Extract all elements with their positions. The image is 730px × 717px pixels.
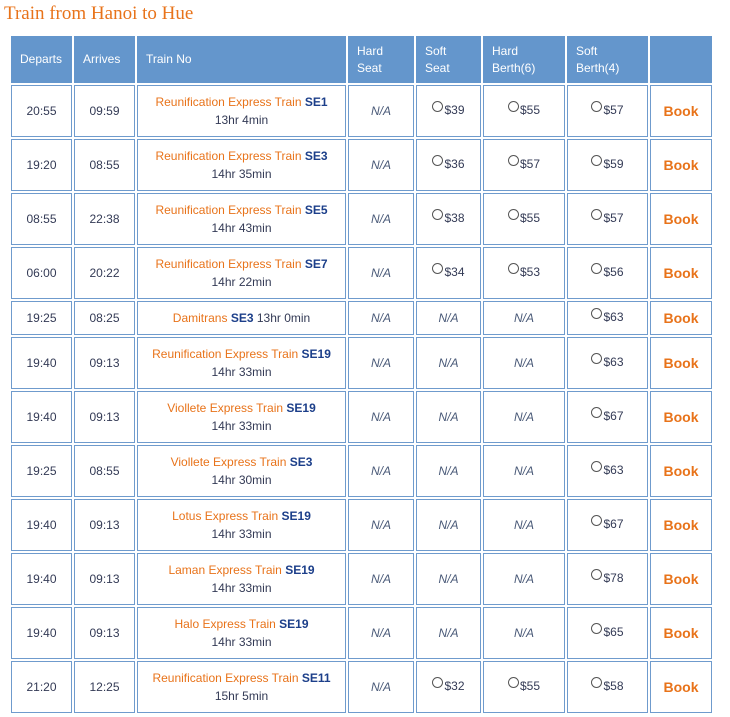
fare-price: $55 bbox=[519, 679, 541, 694]
hard-berth-cell bbox=[483, 337, 565, 389]
table-header-row bbox=[11, 36, 718, 83]
train-name: Reunification Express Train bbox=[152, 347, 299, 361]
fare-price: $78 bbox=[603, 571, 624, 586]
radio-button[interactable] bbox=[591, 308, 602, 319]
radio-button[interactable] bbox=[508, 209, 519, 220]
fare-price: $55 bbox=[519, 103, 541, 118]
soft-seat-option[interactable] bbox=[432, 263, 464, 281]
header-hard-berth: Hard Berth(6) bbox=[483, 36, 565, 83]
train-duration: 14hr 30min bbox=[211, 473, 272, 487]
fare-price: $63 bbox=[603, 310, 624, 325]
train-name: Laman Express Train bbox=[168, 563, 282, 577]
hard-seat-cell bbox=[348, 193, 414, 245]
hard-seat-cell bbox=[348, 247, 414, 299]
arrives-cell: 12:25 bbox=[74, 661, 135, 713]
soft-seat-cell bbox=[416, 607, 481, 659]
na-label: N/A bbox=[370, 104, 391, 118]
book-button[interactable]: Book bbox=[663, 516, 699, 533]
train-number: SE19 bbox=[281, 509, 311, 523]
soft-berth-option[interactable] bbox=[591, 677, 623, 695]
arrives-cell: 09:13 bbox=[74, 553, 135, 605]
radio-button[interactable] bbox=[591, 461, 602, 472]
book-button[interactable]: Book bbox=[663, 264, 699, 281]
na-label: N/A bbox=[370, 266, 391, 280]
soft-seat-cell bbox=[416, 85, 481, 137]
departs-cell: 19:40 bbox=[11, 391, 72, 443]
soft-berth-option[interactable] bbox=[591, 155, 623, 173]
train-name: Reunification Express Train bbox=[155, 203, 302, 217]
soft-seat-cell bbox=[416, 247, 481, 299]
radio-button[interactable] bbox=[508, 155, 519, 166]
train-name: Viollete Express Train bbox=[170, 455, 287, 469]
fare-price: $32 bbox=[444, 679, 465, 694]
departs-cell: 19:40 bbox=[11, 337, 72, 389]
hard-berth-cell bbox=[483, 499, 565, 551]
book-button[interactable]: Book bbox=[663, 102, 699, 119]
soft-berth-cell bbox=[567, 337, 648, 389]
fare-price: $34 bbox=[444, 265, 465, 280]
arrives-cell: 08:55 bbox=[74, 139, 135, 191]
departs-cell: 19:25 bbox=[11, 445, 72, 497]
hard-seat-cell bbox=[348, 445, 414, 497]
departs-cell: 19:40 bbox=[11, 607, 72, 659]
table-row bbox=[11, 193, 718, 245]
radio-button[interactable] bbox=[591, 515, 602, 526]
na-label: N/A bbox=[513, 356, 534, 370]
soft-berth-cell bbox=[567, 139, 648, 191]
book-button[interactable]: Book bbox=[663, 309, 699, 326]
train-name: Reunification Express Train bbox=[155, 149, 302, 163]
soft-berth-option[interactable] bbox=[591, 461, 623, 479]
train-duration: 14hr 33min bbox=[211, 527, 272, 541]
soft-seat-cell bbox=[416, 391, 481, 443]
hard-berth-cell bbox=[483, 661, 565, 713]
radio-button[interactable] bbox=[591, 623, 602, 634]
hard-berth-cell bbox=[483, 553, 565, 605]
soft-berth-option[interactable] bbox=[591, 353, 623, 371]
hard-berth-cell bbox=[483, 193, 565, 245]
soft-berth-cell bbox=[567, 391, 648, 443]
na-label: N/A bbox=[370, 311, 391, 325]
radio-button[interactable] bbox=[591, 353, 602, 364]
train-number: SE7 bbox=[304, 257, 328, 271]
hard-seat-cell bbox=[348, 391, 414, 443]
header-hard-seat: Hard Seat bbox=[348, 36, 414, 83]
soft-berth-cell bbox=[567, 85, 648, 137]
book-button[interactable]: Book bbox=[663, 570, 699, 587]
book-cell bbox=[650, 391, 712, 443]
hard-berth-option[interactable] bbox=[508, 263, 540, 281]
radio-button[interactable] bbox=[591, 569, 602, 580]
book-cell bbox=[650, 85, 712, 137]
arrives-cell: 20:22 bbox=[74, 247, 135, 299]
hard-berth-cell bbox=[483, 85, 565, 137]
hard-berth-cell bbox=[483, 247, 565, 299]
arrives-cell: 09:13 bbox=[74, 337, 135, 389]
na-label: N/A bbox=[370, 158, 391, 172]
na-label: N/A bbox=[513, 311, 534, 325]
header-train-no: Train No bbox=[137, 36, 346, 83]
departs-cell: 19:20 bbox=[11, 139, 72, 191]
fare-price: $39 bbox=[444, 103, 465, 118]
book-cell bbox=[650, 193, 712, 245]
train-duration: 14hr 22min bbox=[211, 275, 272, 289]
radio-button[interactable] bbox=[591, 407, 602, 418]
train-number: SE19 bbox=[279, 617, 309, 631]
radio-button[interactable] bbox=[591, 677, 602, 688]
fare-price: $57 bbox=[603, 211, 624, 226]
na-label: N/A bbox=[438, 518, 459, 532]
fare-price: $53 bbox=[519, 265, 541, 280]
train-name: Damitrans bbox=[172, 311, 228, 325]
train-name: Reunification Express Train bbox=[155, 257, 302, 271]
train-duration: 14hr 33min bbox=[211, 635, 272, 649]
book-button[interactable]: Book bbox=[663, 408, 699, 425]
departs-cell: 21:20 bbox=[11, 661, 72, 713]
hard-seat-cell bbox=[348, 661, 414, 713]
soft-seat-cell bbox=[416, 337, 481, 389]
train-info-cell bbox=[137, 607, 346, 659]
na-label: N/A bbox=[438, 464, 459, 478]
train-name: Viollete Express Train bbox=[167, 401, 284, 415]
soft-seat-cell bbox=[416, 661, 481, 713]
train-number: SE1 bbox=[304, 95, 328, 109]
book-button[interactable]: Book bbox=[663, 678, 699, 695]
book-cell bbox=[650, 445, 712, 497]
soft-seat-option[interactable] bbox=[432, 677, 464, 695]
book-button[interactable]: Book bbox=[663, 624, 699, 641]
book-cell bbox=[650, 337, 712, 389]
fare-price: $65 bbox=[603, 625, 624, 640]
book-cell bbox=[650, 139, 712, 191]
table-body bbox=[11, 85, 718, 713]
train-duration: 13hr 0min bbox=[256, 311, 311, 325]
train-name: Lotus Express Train bbox=[172, 509, 279, 523]
book-cell bbox=[650, 301, 712, 335]
na-label: N/A bbox=[370, 410, 391, 424]
table-row bbox=[11, 499, 718, 551]
train-number: SE19 bbox=[285, 563, 315, 577]
table-row bbox=[11, 247, 718, 299]
soft-berth-cell bbox=[567, 607, 648, 659]
table-row bbox=[11, 85, 718, 137]
na-label: N/A bbox=[370, 626, 391, 640]
radio-button[interactable] bbox=[432, 209, 443, 220]
soft-seat-cell bbox=[416, 301, 481, 335]
soft-berth-cell bbox=[567, 661, 648, 713]
fare-price: $63 bbox=[603, 463, 624, 478]
book-cell bbox=[650, 499, 712, 551]
book-cell bbox=[650, 553, 712, 605]
soft-berth-option[interactable] bbox=[591, 308, 623, 326]
train-number: SE19 bbox=[286, 401, 316, 415]
na-label: N/A bbox=[370, 680, 391, 694]
soft-berth-cell bbox=[567, 499, 648, 551]
table-row bbox=[11, 553, 718, 605]
na-label: N/A bbox=[370, 518, 391, 532]
arrives-cell: 09:13 bbox=[74, 499, 135, 551]
train-number: SE5 bbox=[304, 203, 328, 217]
page-title: Train from Hanoi to Hue bbox=[4, 3, 194, 24]
arrives-cell: 08:25 bbox=[74, 301, 135, 335]
radio-button[interactable] bbox=[591, 209, 602, 220]
train-number: SE19 bbox=[301, 347, 331, 361]
soft-seat-option[interactable] bbox=[432, 101, 464, 119]
train-duration: 15hr 5min bbox=[214, 689, 269, 703]
hard-berth-option[interactable] bbox=[508, 101, 540, 119]
hard-seat-cell bbox=[348, 607, 414, 659]
train-duration: 14hr 33min bbox=[211, 419, 272, 433]
train-info-cell bbox=[137, 391, 346, 443]
soft-berth-option[interactable] bbox=[591, 101, 623, 119]
fare-price: $38 bbox=[444, 211, 465, 226]
fare-price: $57 bbox=[603, 103, 624, 118]
soft-berth-cell bbox=[567, 553, 648, 605]
fare-price: $55 bbox=[519, 211, 541, 226]
book-button[interactable]: Book bbox=[663, 354, 699, 371]
train-info-cell bbox=[137, 247, 346, 299]
na-label: N/A bbox=[370, 356, 391, 370]
soft-berth-option[interactable] bbox=[591, 263, 623, 281]
hard-berth-cell bbox=[483, 301, 565, 335]
train-number: SE3 bbox=[304, 149, 328, 163]
header-soft-seat: Soft Seat bbox=[416, 36, 481, 83]
na-label: N/A bbox=[513, 626, 534, 640]
fare-price: $56 bbox=[603, 265, 624, 280]
soft-seat-option[interactable] bbox=[432, 155, 464, 173]
train-duration: 14hr 33min bbox=[211, 581, 272, 595]
radio-button[interactable] bbox=[508, 101, 519, 112]
table-row bbox=[11, 445, 718, 497]
soft-seat-cell bbox=[416, 553, 481, 605]
arrives-cell: 08:55 bbox=[74, 445, 135, 497]
departs-cell: 08:55 bbox=[11, 193, 72, 245]
soft-seat-cell bbox=[416, 139, 481, 191]
soft-berth-option[interactable] bbox=[591, 515, 623, 533]
na-label: N/A bbox=[513, 572, 534, 586]
soft-berth-cell bbox=[567, 301, 648, 335]
radio-button[interactable] bbox=[432, 677, 443, 688]
train-info-cell bbox=[137, 301, 346, 335]
book-button[interactable]: Book bbox=[663, 156, 699, 173]
book-cell bbox=[650, 247, 712, 299]
soft-seat-cell bbox=[416, 445, 481, 497]
train-info-cell bbox=[137, 661, 346, 713]
train-info-cell bbox=[137, 337, 346, 389]
train-info-cell bbox=[137, 499, 346, 551]
radio-button[interactable] bbox=[432, 155, 443, 166]
na-label: N/A bbox=[513, 518, 534, 532]
na-label: N/A bbox=[438, 572, 459, 586]
train-info-cell bbox=[137, 85, 346, 137]
na-label: N/A bbox=[438, 311, 459, 325]
fare-price: $57 bbox=[519, 157, 541, 172]
na-label: N/A bbox=[513, 464, 534, 478]
departs-cell: 19:40 bbox=[11, 499, 72, 551]
header-departs: Departs bbox=[11, 36, 72, 83]
hard-berth-cell bbox=[483, 607, 565, 659]
soft-seat-cell bbox=[416, 193, 481, 245]
table-row bbox=[11, 391, 718, 443]
hard-seat-cell bbox=[348, 301, 414, 335]
na-label: N/A bbox=[438, 356, 459, 370]
hard-berth-cell bbox=[483, 391, 565, 443]
departs-cell: 19:25 bbox=[11, 301, 72, 335]
hard-berth-cell bbox=[483, 445, 565, 497]
fare-price: $36 bbox=[444, 157, 465, 172]
hard-seat-cell bbox=[348, 553, 414, 605]
soft-seat-option[interactable] bbox=[432, 209, 464, 227]
header-arrives: Arrives bbox=[74, 36, 135, 83]
arrives-cell: 09:13 bbox=[74, 391, 135, 443]
train-duration: 14hr 33min bbox=[211, 365, 272, 379]
soft-berth-cell bbox=[567, 247, 648, 299]
arrives-cell: 09:59 bbox=[74, 85, 135, 137]
arrives-cell: 22:38 bbox=[74, 193, 135, 245]
departs-cell: 19:40 bbox=[11, 553, 72, 605]
table-row bbox=[11, 301, 718, 335]
train-info-cell bbox=[137, 445, 346, 497]
train-number: SE3 bbox=[289, 455, 313, 469]
table-row bbox=[11, 139, 718, 191]
table-row bbox=[11, 607, 718, 659]
radio-button[interactable] bbox=[508, 263, 519, 274]
soft-berth-option[interactable] bbox=[591, 569, 623, 587]
na-label: N/A bbox=[438, 410, 459, 424]
fare-price: $58 bbox=[603, 679, 624, 694]
soft-berth-option[interactable] bbox=[591, 209, 623, 227]
header-book bbox=[650, 36, 712, 83]
train-info-cell bbox=[137, 553, 346, 605]
soft-berth-cell bbox=[567, 193, 648, 245]
train-number: SE3 bbox=[230, 311, 254, 325]
fare-price: $67 bbox=[603, 409, 624, 424]
fare-price: $67 bbox=[603, 517, 624, 532]
hard-seat-cell bbox=[348, 337, 414, 389]
book-cell bbox=[650, 661, 712, 713]
soft-berth-option[interactable] bbox=[591, 623, 623, 641]
train-info-cell bbox=[137, 139, 346, 191]
radio-button[interactable] bbox=[432, 101, 443, 112]
hard-seat-cell bbox=[348, 499, 414, 551]
train-duration: 13hr 4min bbox=[214, 113, 269, 127]
radio-button[interactable] bbox=[508, 677, 519, 688]
train-name: Reunification Express Train bbox=[155, 95, 302, 109]
train-schedule-table bbox=[9, 34, 720, 715]
radio-button[interactable] bbox=[591, 101, 602, 112]
train-duration: 14hr 43min bbox=[211, 221, 272, 235]
radio-button[interactable] bbox=[591, 263, 602, 274]
train-number: SE11 bbox=[301, 671, 331, 685]
na-label: N/A bbox=[370, 572, 391, 586]
table-row bbox=[11, 337, 718, 389]
header-soft-berth: Soft Berth(4) bbox=[567, 36, 648, 83]
train-name: Reunification Express Train bbox=[152, 671, 299, 685]
train-duration: 14hr 35min bbox=[211, 167, 272, 181]
radio-button[interactable] bbox=[591, 155, 602, 166]
na-label: N/A bbox=[370, 464, 391, 478]
na-label: N/A bbox=[438, 626, 459, 640]
arrives-cell: 09:13 bbox=[74, 607, 135, 659]
fare-price: $59 bbox=[603, 157, 624, 172]
hard-berth-cell bbox=[483, 139, 565, 191]
hard-berth-option[interactable] bbox=[508, 155, 540, 173]
table-row bbox=[11, 661, 718, 713]
train-info-cell bbox=[137, 193, 346, 245]
book-cell bbox=[650, 607, 712, 659]
hard-berth-option[interactable] bbox=[508, 209, 540, 227]
na-label: N/A bbox=[513, 410, 534, 424]
departs-cell: 06:00 bbox=[11, 247, 72, 299]
soft-seat-cell bbox=[416, 499, 481, 551]
soft-berth-cell bbox=[567, 445, 648, 497]
hard-seat-cell bbox=[348, 85, 414, 137]
book-button[interactable]: Book bbox=[663, 210, 699, 227]
hard-seat-cell bbox=[348, 139, 414, 191]
train-name: Halo Express Train bbox=[174, 617, 276, 631]
fare-price: $63 bbox=[603, 355, 624, 370]
hard-berth-option[interactable] bbox=[508, 677, 540, 695]
book-button[interactable]: Book bbox=[663, 462, 699, 479]
departs-cell: 20:55 bbox=[11, 85, 72, 137]
radio-button[interactable] bbox=[432, 263, 443, 274]
na-label: N/A bbox=[370, 212, 391, 226]
soft-berth-option[interactable] bbox=[591, 407, 623, 425]
